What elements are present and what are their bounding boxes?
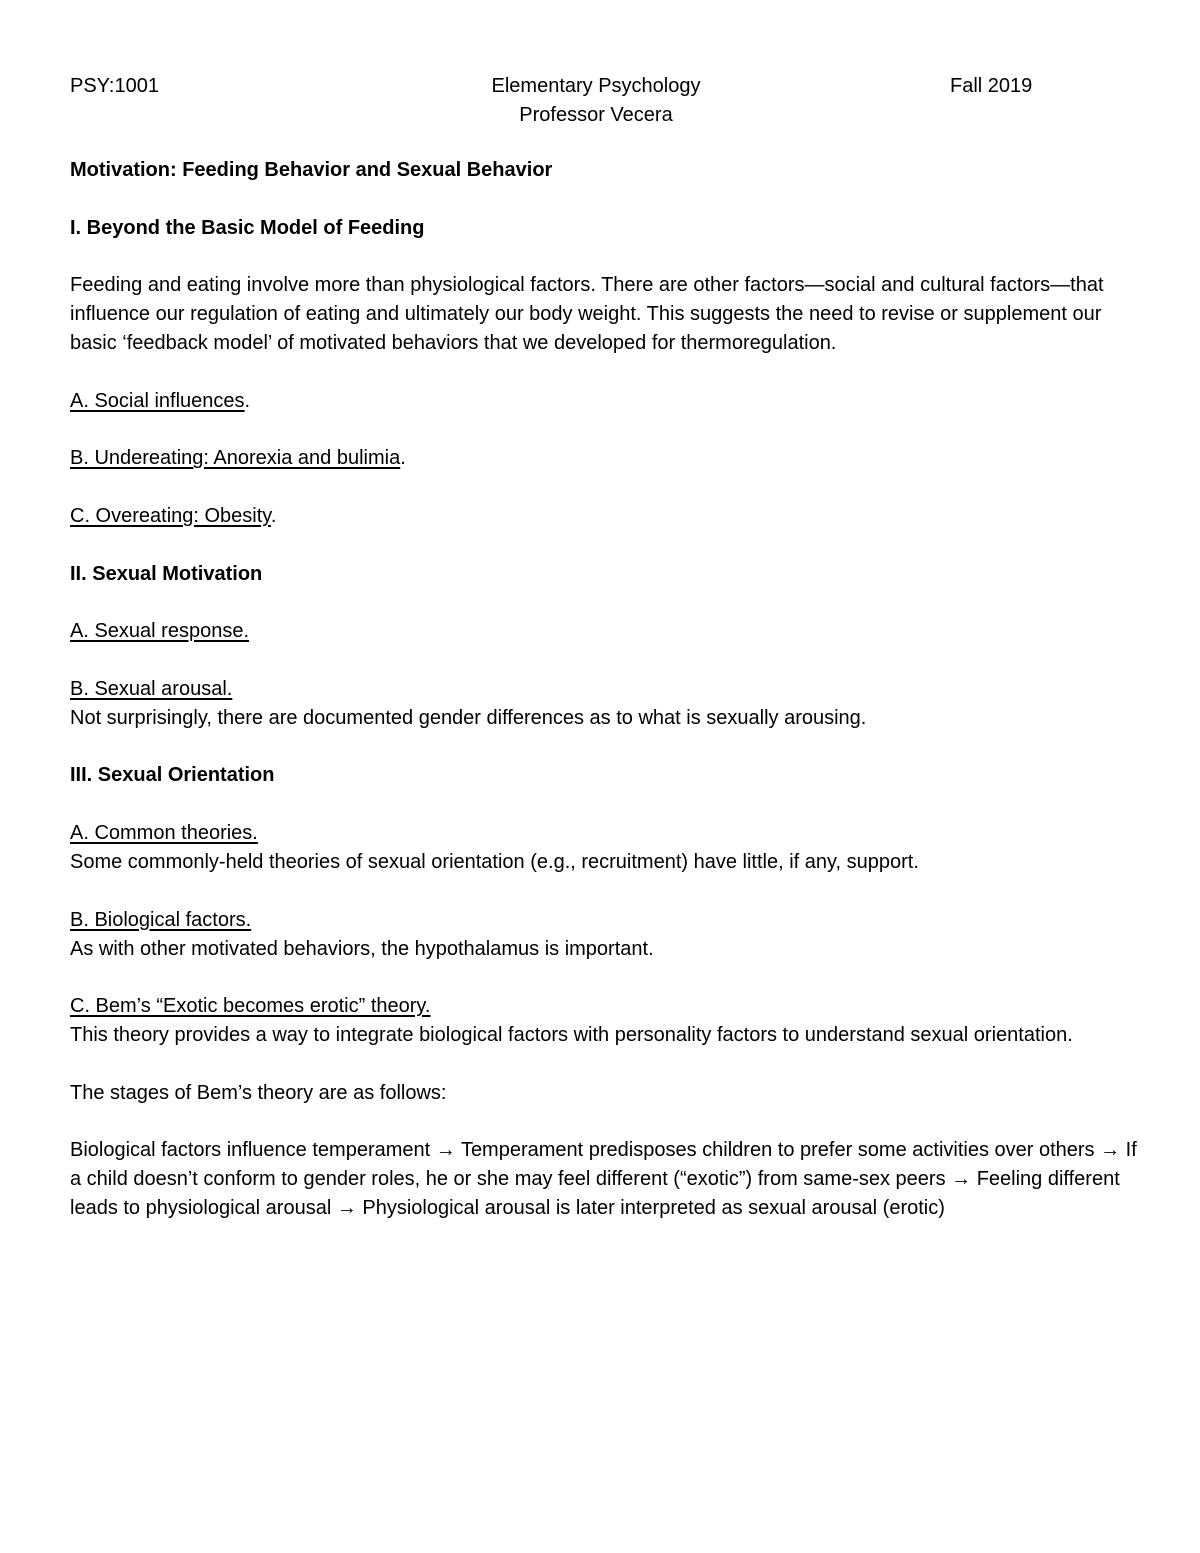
section-2-item-b: [70, 675, 1150, 733]
section-3-item-c: [70, 992, 1150, 1050]
period: .: [244, 389, 251, 412]
course-code: PSY:1001: [70, 75, 159, 97]
period: .: [270, 504, 277, 527]
section-2-item-b-label: B. Sexual arousal.: [70, 677, 233, 700]
section-2-item-b-text: Not surprisingly, there are documented gender differences as to what is sexually arousing.: [70, 706, 867, 729]
section-1-item-c-label: C. Overeating: Obesity: [70, 504, 271, 527]
section-1-item-a-label: A. Social influences: [70, 389, 245, 412]
course-title: Elementary Psychology: [491, 75, 701, 97]
section-1-item-b-label: B. Undereating: Anorexia and bulimia: [70, 447, 401, 470]
section-3-item-b: [70, 906, 1150, 964]
period: .: [400, 447, 406, 470]
section-3-heading: III. Sexual Orientation: [70, 764, 275, 787]
section-2-item-a: [70, 617, 1150, 646]
section-3-item-c-label: C. Bem’s “Exotic becomes erotic” theory.: [70, 995, 431, 1018]
section-3-item-b-label: B. Biological factors.: [70, 908, 252, 931]
section-1-item-b: [70, 444, 1150, 473]
section-1-paragraph: Feeding and eating involve more than physiological factors. There are other factors—social and cultural factors—that influence our regulation of eating and ultimately our body weight. This suggests the need to revise or supplement our basic ‘feedback model’ of motivated behaviors that we developed for thermoregulation.: [70, 274, 1104, 355]
document-title: Motivation: Feeding Behavior and Sexual Behavior: [70, 159, 553, 181]
section-2-heading: II. Sexual Motivation: [70, 562, 263, 585]
section-1-heading: I. Beyond the Basic Model of Feeding: [70, 216, 425, 239]
section-3-item-a-text: Some commonly-held theories of sexual orientation (e.g., recruitment) have little, if any, support.: [70, 850, 919, 873]
section-1-item-c: [70, 502, 1150, 531]
term: Fall 2019: [950, 75, 1033, 97]
bem-stages-text: Biological factors influence temperament → Temperament predisposes children to prefer some activities over others → If a child doesn’t conform to gender roles, he or she may feel different (“exotic”) from same-sex peers → Feeling different leads to physiological arousal → Physiological arousal is later interpreted as sexual arousal (erotic): [70, 1139, 1137, 1220]
document-body: [70, 156, 1150, 1252]
section-3-item-b-text: As with other motivated behaviors, the hypothalamus is important.: [70, 937, 654, 960]
section-1-item-a: [70, 387, 1150, 416]
section-3-item-a: [70, 819, 1150, 877]
bem-stages-intro: The stages of Bem’s theory are as follows:: [70, 1081, 447, 1104]
section-3-item-c-text: This theory provides a way to integrate biological factors with personality factors to understand sexual orientation.: [70, 1024, 1073, 1047]
professor-name: Professor Vecera: [519, 104, 673, 126]
section-2-item-a-label: A. Sexual response.: [70, 620, 249, 643]
section-3-item-a-label: A. Common theories.: [70, 821, 258, 844]
